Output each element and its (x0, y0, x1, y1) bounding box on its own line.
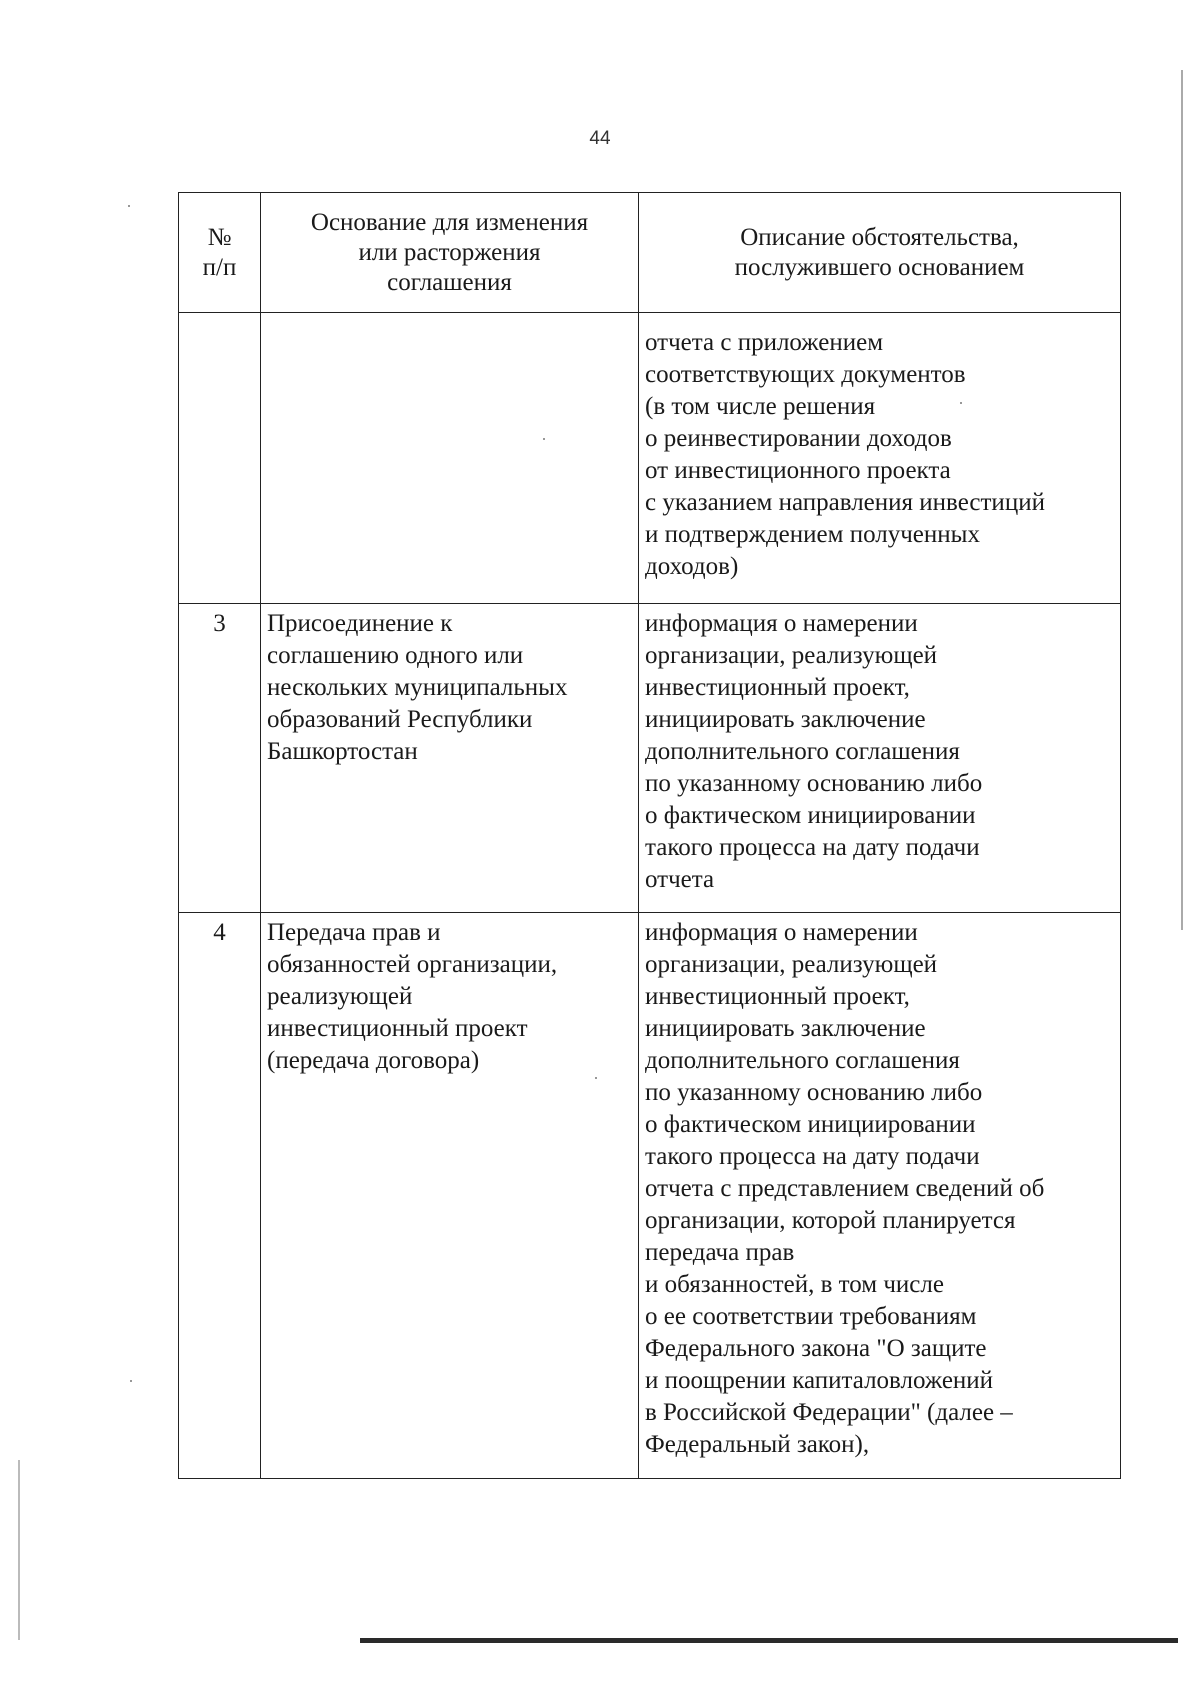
grounds-table (178, 192, 1121, 1479)
row-basis (261, 313, 639, 604)
description-line: информация о намерении (645, 919, 918, 946)
description-line: отчета с приложением (645, 329, 884, 356)
description-line: Федеральный закон), (645, 1431, 870, 1458)
description-line: отчета с представлением сведений об (645, 1175, 1045, 1202)
basis-line: реализующей (267, 983, 413, 1010)
header-description-line: Описание обстоятельства, (740, 223, 1019, 251)
scan-bottom-bar (360, 1638, 1178, 1643)
description-line: о фактическом инициировании (645, 802, 976, 829)
header-number-line: п/п (202, 253, 237, 281)
description-line: информация о намерении (645, 610, 918, 637)
description-line: отчета (645, 866, 715, 893)
description-line: дополнительного соглашения (645, 1047, 960, 1074)
row-description (639, 604, 1121, 913)
header-basis-line: Основание для изменения (310, 208, 589, 236)
description-line: по указанному основанию либо (645, 1079, 983, 1106)
description-line: инициировать заключение (645, 706, 926, 733)
description-line: организации, которой планируется (645, 1207, 1016, 1234)
description-line: о реинвестировании доходов (645, 425, 952, 452)
basis-line: Башкортостан (267, 738, 418, 765)
header-basis-line: соглашения (387, 268, 512, 296)
table-header-row (179, 193, 1121, 313)
scan-speck (543, 438, 545, 440)
description-line: передача прав (645, 1239, 795, 1266)
row-basis (261, 913, 639, 1479)
description-line: такого процесса на дату подачи (645, 1143, 980, 1170)
table-row (179, 913, 1121, 1479)
description-line: в Российской Федерации" (далее – (645, 1399, 1013, 1426)
basis-line: инвестиционный проект (267, 1015, 528, 1042)
description-line: (в том числе решения (645, 393, 876, 420)
description-line: дополнительного соглашения (645, 738, 960, 765)
description-line: инициировать заключение (645, 1015, 926, 1042)
header-basis (261, 193, 639, 313)
basis-line: образований Республики (267, 706, 533, 733)
header-description-line: послужившего основанием (734, 253, 1025, 281)
page-number: 44 (589, 128, 611, 149)
description-line: о фактическом инициировании (645, 1111, 976, 1138)
description-line: соответствующих документов (645, 361, 966, 388)
scan-edge-line (18, 1460, 20, 1640)
basis-line: нескольких муниципальных (267, 674, 568, 701)
description-line: о ее соответствии требованиям (645, 1303, 977, 1330)
basis-line: обязанностей организации, (267, 951, 558, 978)
description-line: и подтверждением полученных (645, 521, 980, 548)
description-line: и обязанностей, в том числе (645, 1271, 944, 1298)
row-basis (261, 604, 639, 913)
scan-edge-line (1181, 70, 1183, 930)
header-number (179, 193, 261, 313)
basis-line: Передача прав и (267, 919, 441, 946)
description-line: от инвестиционного проекта (645, 457, 951, 484)
description-line: организации, реализующей (645, 951, 938, 978)
header-basis-line: или расторжения (358, 238, 541, 266)
row-number: 3 (179, 604, 261, 913)
header-number-line: № (207, 223, 232, 251)
header-description (639, 193, 1121, 313)
description-line: и поощрении капиталовложений (645, 1367, 994, 1394)
description-line: организации, реализующей (645, 642, 938, 669)
row-description (639, 313, 1121, 604)
description-line: инвестиционный проект, (645, 674, 910, 701)
description-line: инвестиционный проект, (645, 983, 910, 1010)
scan-speck (960, 402, 962, 404)
row-description (639, 913, 1121, 1479)
row-number: 4 (179, 913, 261, 1479)
basis-line: Присоединение к (267, 610, 453, 637)
table-row (179, 604, 1121, 913)
description-line: с указанием направления инвестиций (645, 489, 1045, 516)
basis-line: соглашению одного или (267, 642, 524, 669)
description-line: такого процесса на дату подачи (645, 834, 980, 861)
description-line: доходов) (645, 553, 739, 580)
description-line: по указанному основанию либо (645, 770, 983, 797)
description-line: Федерального закона "О защите (645, 1335, 987, 1362)
scan-speck (595, 1077, 597, 1079)
row-number (179, 313, 261, 604)
scan-speck (128, 205, 130, 207)
scan-speck (130, 1380, 132, 1382)
basis-line: (передача договора) (267, 1047, 480, 1074)
table-row (179, 313, 1121, 604)
